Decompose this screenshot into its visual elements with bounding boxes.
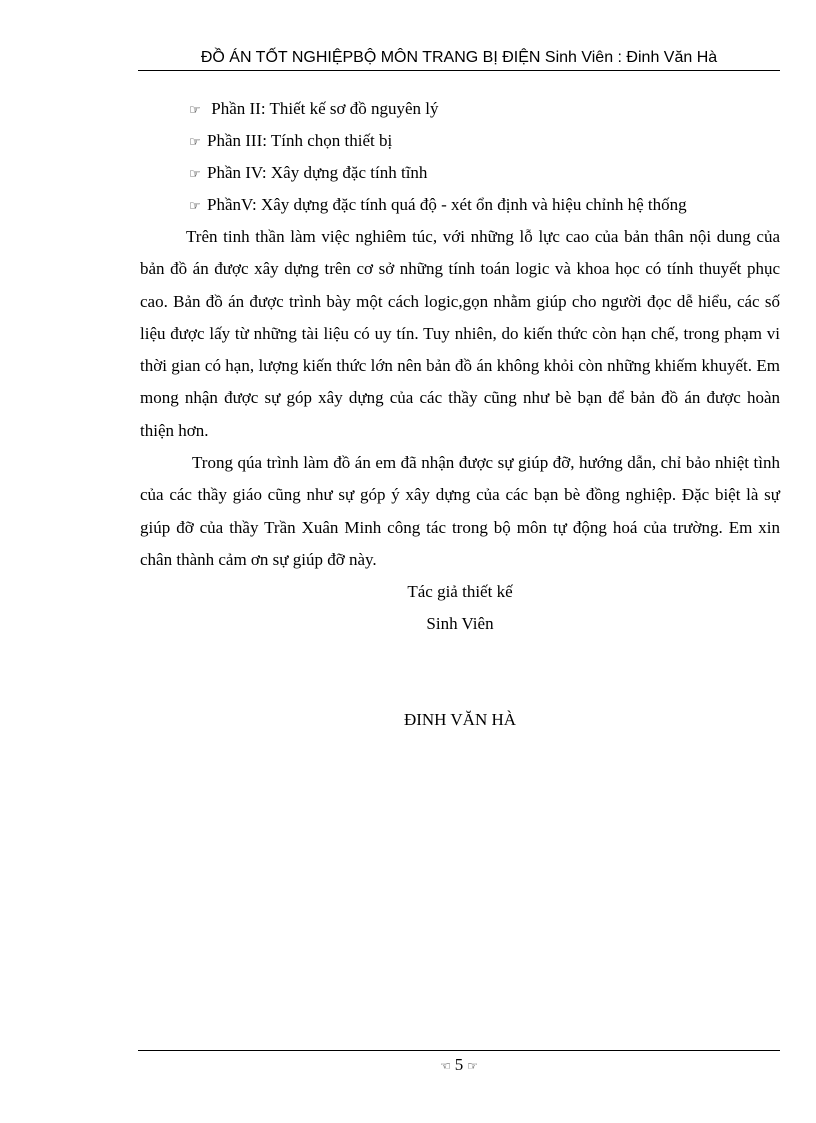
pointing-hand-icon: ☞ [189, 103, 201, 118]
pointing-hand-icon: ☞ [189, 199, 201, 214]
pointing-hand-icon: ☞ [189, 135, 201, 150]
page-content [140, 93, 780, 736]
signature-name [140, 704, 780, 736]
page-number: 5 [454, 1055, 464, 1074]
bullet-label: Phần III: Tính chọn thiết bị [207, 131, 393, 150]
bullet-item [140, 125, 780, 157]
right-hand-icon: ☞ [467, 1059, 479, 1073]
bullet-item [140, 93, 780, 125]
pointing-hand-icon: ☞ [189, 167, 201, 182]
paragraph-introduction: Trên tinh thần làm việc nghiêm túc, với những lỗ lực cao của bản thân nội dung của bản đồ án được xây dựng trên cơ sở những tính toán logic và khoa học có tính thuyết phục cao. Bản đồ án được trình bày một cách logic,gọn nhằm giúp cho người đọc dễ hiểu, các số liệu được lấy từ những tài liệu có uy tín. Tuy nhiên, do kiến thức còn hạn chế, trong phạm vi thời gian có hạn, lượng kiến thức lớn nên bản đồ án không khỏi còn những khiếm khuyết. Em mong nhận được sự góp xây dựng của các thầy cũng như bè bạn để bản đồ án được hoàn thiện hơn. [140, 227, 780, 440]
bullet-item [140, 189, 780, 221]
bullet-item [140, 157, 780, 189]
signature-role [140, 608, 780, 640]
running-header: ĐỒ ÁN TỐT NGHIỆPBỘ MÔN TRANG BỊ ĐIỆN Sinh Viên : Đinh Văn Hà [138, 46, 780, 71]
bullet-label: Phần IV: Xây dựng đặc tính tĩnh [207, 163, 428, 182]
page-footer [138, 1053, 780, 1077]
signature-line-2: Sinh Viên [426, 614, 494, 634]
left-hand-icon: ☜ [439, 1059, 451, 1073]
author-name: ĐINH VĂN HÀ [403, 710, 517, 730]
signature-line-1: Tác giả thiết kế [407, 582, 513, 602]
footer-divider [138, 1050, 780, 1051]
paragraph-acknowledgement: Trong qúa trình làm đồ án em đã nhận được sự giúp đỡ, hướng dẫn, chỉ bảo nhiệt tình của các thầy giáo cũng như sự góp ý xây dựng của các bạn bè đồng nghiệp. Đặc biệt là sự giúp đỡ của thầy Trần Xuân Minh công tác trong bộ môn tự động hoá của trường. Em xin chân thành cảm ơn sự giúp đỡ này. [140, 453, 780, 569]
bullet-label: Phần II: Thiết kế sơ đồ nguyên lý [207, 99, 439, 118]
signature-title [140, 576, 780, 608]
signature-spacer [140, 640, 780, 704]
bullet-label: PhầnV: Xây dựng đặc tính quá độ - xét ổn định và hiệu chỉnh hệ thống [207, 195, 687, 214]
